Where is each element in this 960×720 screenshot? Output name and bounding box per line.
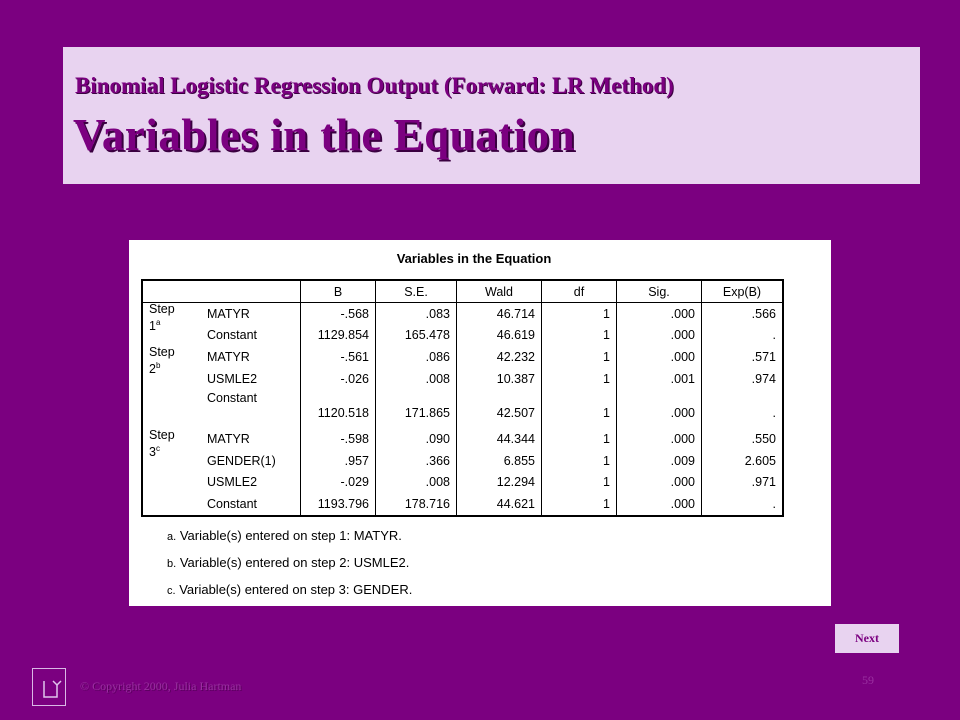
footnote: a. Variable(s) entered on step 1: MATYR. [167, 528, 402, 543]
cell-expb: . [702, 389, 784, 422]
slide-title: Variables in the Equation [73, 110, 576, 160]
footnote: c. Variable(s) entered on step 3: GENDER. [167, 582, 413, 597]
cell-b: -.598 [301, 422, 376, 450]
header-expb: Exp(B) [702, 280, 784, 303]
cell-se: .366 [376, 450, 457, 472]
table-row [142, 472, 783, 494]
cell-df: 1 [542, 422, 617, 450]
footnote: b. Variable(s) entered on step 2: USMLE2. [167, 555, 410, 570]
cell-se: .090 [376, 422, 457, 450]
table-row [142, 303, 783, 325]
footnotes [167, 523, 412, 604]
cell-expb: 2.605 [702, 450, 784, 472]
header-blank [142, 280, 201, 303]
cell-sig: .000 [617, 389, 702, 422]
cell-expb: . [702, 325, 784, 347]
cell-sig: .000 [617, 493, 702, 516]
cell-expb: . [702, 493, 784, 516]
cell-wald: 12.294 [457, 472, 542, 494]
cell-df: 1 [542, 389, 617, 422]
cell-b: .957 [301, 450, 376, 472]
step-label: Step 3$^c$ [149, 428, 175, 460]
cell-sig: .000 [617, 422, 702, 450]
variable-name: USMLE2 [207, 371, 258, 386]
cell-b: -.561 [301, 346, 376, 368]
home-button[interactable] [32, 668, 66, 706]
cell-expb: .971 [702, 472, 784, 494]
cell-sig: .009 [617, 450, 702, 472]
cell-sig: .000 [617, 346, 702, 368]
cell-se: .083 [376, 303, 457, 325]
variables-table [141, 279, 784, 517]
cell-wald: 44.344 [457, 422, 542, 450]
header-blank [201, 280, 301, 303]
cell-expb: .566 [702, 303, 784, 325]
cell-se: 165.478 [376, 325, 457, 347]
variable-name: USMLE2 [207, 475, 258, 490]
cell-se: .008 [376, 368, 457, 390]
next-button[interactable]: Next [835, 624, 899, 653]
variable-name: MATYR [207, 349, 250, 364]
cell-wald: 6.855 [457, 450, 542, 472]
variable-name: Constant [207, 496, 258, 511]
header-se: S.E. [376, 280, 457, 303]
cell-wald: 46.714 [457, 303, 542, 325]
cell-wald: 44.621 [457, 493, 542, 516]
cell-df: 1 [542, 472, 617, 494]
cell-sig: .000 [617, 472, 702, 494]
table-row [142, 389, 783, 422]
cell-b: 1193.796 [301, 493, 376, 516]
copyright-text: © Copyright 2000, Julia Hartman [80, 679, 242, 693]
cell-se: 171.865 [376, 389, 457, 422]
variable-name: MATYR [207, 306, 250, 321]
variable-name: Constant [207, 328, 258, 343]
header-b: B [301, 280, 376, 303]
cell-wald: 46.619 [457, 325, 542, 347]
page-number: 59 [862, 673, 874, 687]
home-icon [33, 669, 67, 707]
cell-b: 1129.854 [301, 325, 376, 347]
cell-b: -.029 [301, 472, 376, 494]
table-title: Variables in the Equation [396, 251, 552, 266]
cell-df: 1 [542, 450, 617, 472]
title-box [63, 47, 920, 184]
cell-expb: .974 [702, 368, 784, 390]
step-label: Step 2$^b$ [149, 345, 175, 377]
cell-expb: .550 [702, 422, 784, 450]
cell-b: -.026 [301, 368, 376, 390]
cell-df: 1 [542, 493, 617, 516]
variable-name: GENDER(1) [207, 453, 276, 468]
cell-sig: .000 [617, 303, 702, 325]
spss-output-panel [129, 240, 831, 606]
cell-se: .008 [376, 472, 457, 494]
cell-df: 1 [542, 303, 617, 325]
header-df: df [542, 280, 617, 303]
step-label: Step 1$^a$ [149, 302, 175, 334]
table-header-row [142, 280, 783, 303]
header-sig: Sig. [617, 280, 702, 303]
cell-se: 178.716 [376, 493, 457, 516]
variable-name: MATYR [207, 432, 250, 447]
cell-wald: 42.232 [457, 346, 542, 368]
cell-b: 1120.518 [301, 389, 376, 422]
cell-expb: .571 [702, 346, 784, 368]
slide-subtitle: Binomial Logistic Regression Output (Forward: LR Method) [75, 73, 674, 98]
cell-wald: 42.507 [457, 389, 542, 422]
table-row [142, 422, 783, 450]
cell-se: .086 [376, 346, 457, 368]
table-row [142, 325, 783, 347]
cell-df: 1 [542, 325, 617, 347]
cell-wald: 10.387 [457, 368, 542, 390]
variable-name: Constant [207, 391, 258, 406]
table-row [142, 346, 783, 368]
cell-sig: .000 [617, 325, 702, 347]
cell-b: -.568 [301, 303, 376, 325]
cell-df: 1 [542, 368, 617, 390]
cell-df: 1 [542, 346, 617, 368]
table-row [142, 493, 783, 516]
cell-sig: .001 [617, 368, 702, 390]
table-row [142, 368, 783, 390]
header-wald: Wald [457, 280, 542, 303]
table-row [142, 450, 783, 472]
